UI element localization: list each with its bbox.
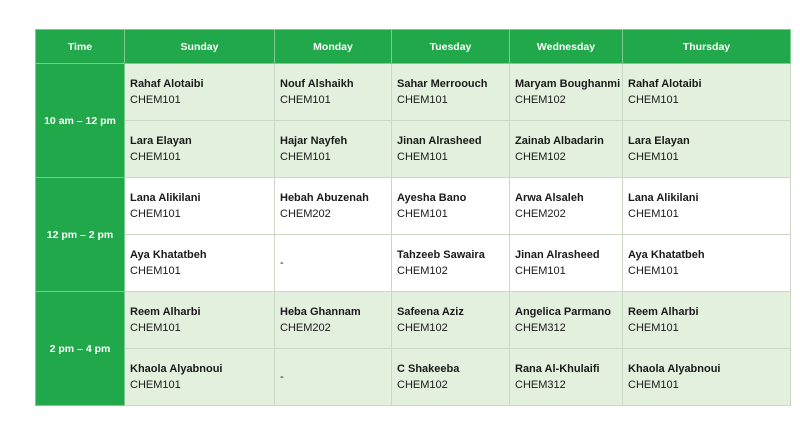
header-row	[36, 30, 791, 64]
instructor-name: Lara Elayan	[628, 135, 690, 147]
instructor-name: Angelica Parmano	[515, 306, 611, 318]
time-slot-label: 12 pm – 2 pm	[36, 178, 125, 292]
instructor-name: Khaola Alyabnoui	[628, 363, 721, 375]
course-code: CHEM101	[130, 208, 181, 220]
time-slot-label: 10 am – 12 pm	[36, 64, 125, 178]
instructor-name: Lara Elayan	[130, 135, 192, 147]
schedule-cell	[623, 349, 791, 406]
course-code: CHEM101	[130, 379, 181, 391]
empty-placeholder: -	[280, 257, 284, 269]
course-code: CHEM101	[397, 208, 448, 220]
schedule-cell	[623, 292, 791, 349]
course-code: CHEM101	[280, 94, 331, 106]
schedule-cell	[392, 349, 510, 406]
course-code: CHEM101	[628, 322, 679, 334]
instructor-name: Reem Alharbi	[628, 306, 699, 318]
table-row	[36, 64, 791, 121]
instructor-name: Heba Ghannam	[280, 306, 361, 318]
schedule-cell	[510, 349, 623, 406]
instructor-name: Rahaf Alotaibi	[130, 78, 204, 90]
schedule-cell	[125, 235, 275, 292]
schedule-cell	[623, 64, 791, 121]
instructor-name: Rahaf Alotaibi	[628, 78, 702, 90]
instructor-name: Hajar Nayfeh	[280, 135, 348, 147]
instructor-name: Ayesha Bano	[397, 192, 467, 204]
schedule-table	[35, 29, 791, 406]
header-tuesday: Tuesday	[392, 30, 510, 64]
course-code: CHEM102	[397, 265, 448, 277]
time-slot-label: 2 pm – 4 pm	[36, 292, 125, 406]
header-wednesday: Wednesday	[510, 30, 623, 64]
course-code: CHEM101	[628, 94, 679, 106]
table-row	[36, 292, 791, 349]
schedule-cell	[275, 292, 392, 349]
schedule-cell	[275, 64, 392, 121]
table-row	[36, 178, 791, 235]
schedule-cell	[125, 178, 275, 235]
schedule-cell	[623, 178, 791, 235]
instructor-name: Aya Khatatbeh	[130, 249, 207, 261]
instructor-name: Tahzeeb Sawaira	[397, 249, 485, 261]
schedule-cell	[392, 64, 510, 121]
course-code: CHEM102	[515, 94, 566, 106]
course-code: CHEM312	[515, 379, 566, 391]
course-code: CHEM102	[397, 379, 448, 391]
schedule-cell	[392, 235, 510, 292]
empty-cell	[275, 235, 392, 292]
instructor-name: C Shakeeba	[397, 363, 460, 375]
schedule-cell	[510, 178, 623, 235]
instructor-name: Jinan Alrasheed	[397, 135, 482, 147]
schedule-cell	[125, 349, 275, 406]
instructor-name: Safeena Aziz	[397, 306, 464, 318]
course-code: CHEM101	[280, 151, 331, 163]
course-code: CHEM101	[130, 322, 181, 334]
course-code: CHEM101	[628, 379, 679, 391]
course-code: CHEM202	[280, 322, 331, 334]
schedule-cell	[623, 121, 791, 178]
table-row	[36, 349, 791, 406]
header-sunday: Sunday	[125, 30, 275, 64]
course-code: CHEM101	[515, 265, 566, 277]
schedule-cell	[510, 121, 623, 178]
schedule-cell	[125, 292, 275, 349]
schedule-cell	[510, 292, 623, 349]
course-code: CHEM101	[397, 94, 448, 106]
course-code: CHEM202	[280, 208, 331, 220]
header-time: Time	[36, 30, 125, 64]
schedule-cell	[623, 235, 791, 292]
course-code: CHEM102	[515, 151, 566, 163]
instructor-name: Arwa Alsaleh	[515, 192, 584, 204]
instructor-name: Hebah Abuzenah	[280, 192, 369, 204]
schedule-cell	[125, 121, 275, 178]
schedule-cell	[125, 64, 275, 121]
instructor-name: Lana Alikilani	[628, 192, 699, 204]
header-monday: Monday	[275, 30, 392, 64]
course-code: CHEM101	[628, 208, 679, 220]
schedule-cell	[510, 235, 623, 292]
course-code: CHEM102	[397, 322, 448, 334]
instructor-name: Aya Khatatbeh	[628, 249, 705, 261]
schedule-cell	[392, 292, 510, 349]
schedule-cell	[510, 64, 623, 121]
table-row	[36, 121, 791, 178]
course-code: CHEM101	[628, 265, 679, 277]
instructor-name: Lana Alikilani	[130, 192, 201, 204]
instructor-name: Jinan Alrasheed	[515, 249, 600, 261]
schedule-container	[35, 29, 791, 406]
instructor-name: Rana Al-Khulaifi	[515, 363, 600, 375]
instructor-name: Khaola Alyabnoui	[130, 363, 223, 375]
course-code: CHEM312	[515, 322, 566, 334]
instructor-name: Reem Alharbi	[130, 306, 201, 318]
empty-cell	[275, 349, 392, 406]
course-code: CHEM101	[130, 265, 181, 277]
schedule-cell	[392, 121, 510, 178]
schedule-cell	[392, 178, 510, 235]
empty-placeholder: -	[280, 371, 284, 383]
course-code: CHEM101	[397, 151, 448, 163]
instructor-name: Maryam Boughanmi	[515, 78, 621, 90]
course-code: CHEM101	[628, 151, 679, 163]
course-code: CHEM101	[130, 94, 181, 106]
instructor-name: Zainab Albadarin	[515, 135, 604, 147]
instructor-name: Sahar Merroouch	[397, 78, 488, 90]
course-code: CHEM101	[130, 151, 181, 163]
schedule-cell	[275, 178, 392, 235]
schedule-cell	[275, 121, 392, 178]
table-row	[36, 235, 791, 292]
header-thursday: Thursday	[623, 30, 791, 64]
course-code: CHEM202	[515, 208, 566, 220]
instructor-name: Nouf Alshaikh	[280, 78, 354, 90]
